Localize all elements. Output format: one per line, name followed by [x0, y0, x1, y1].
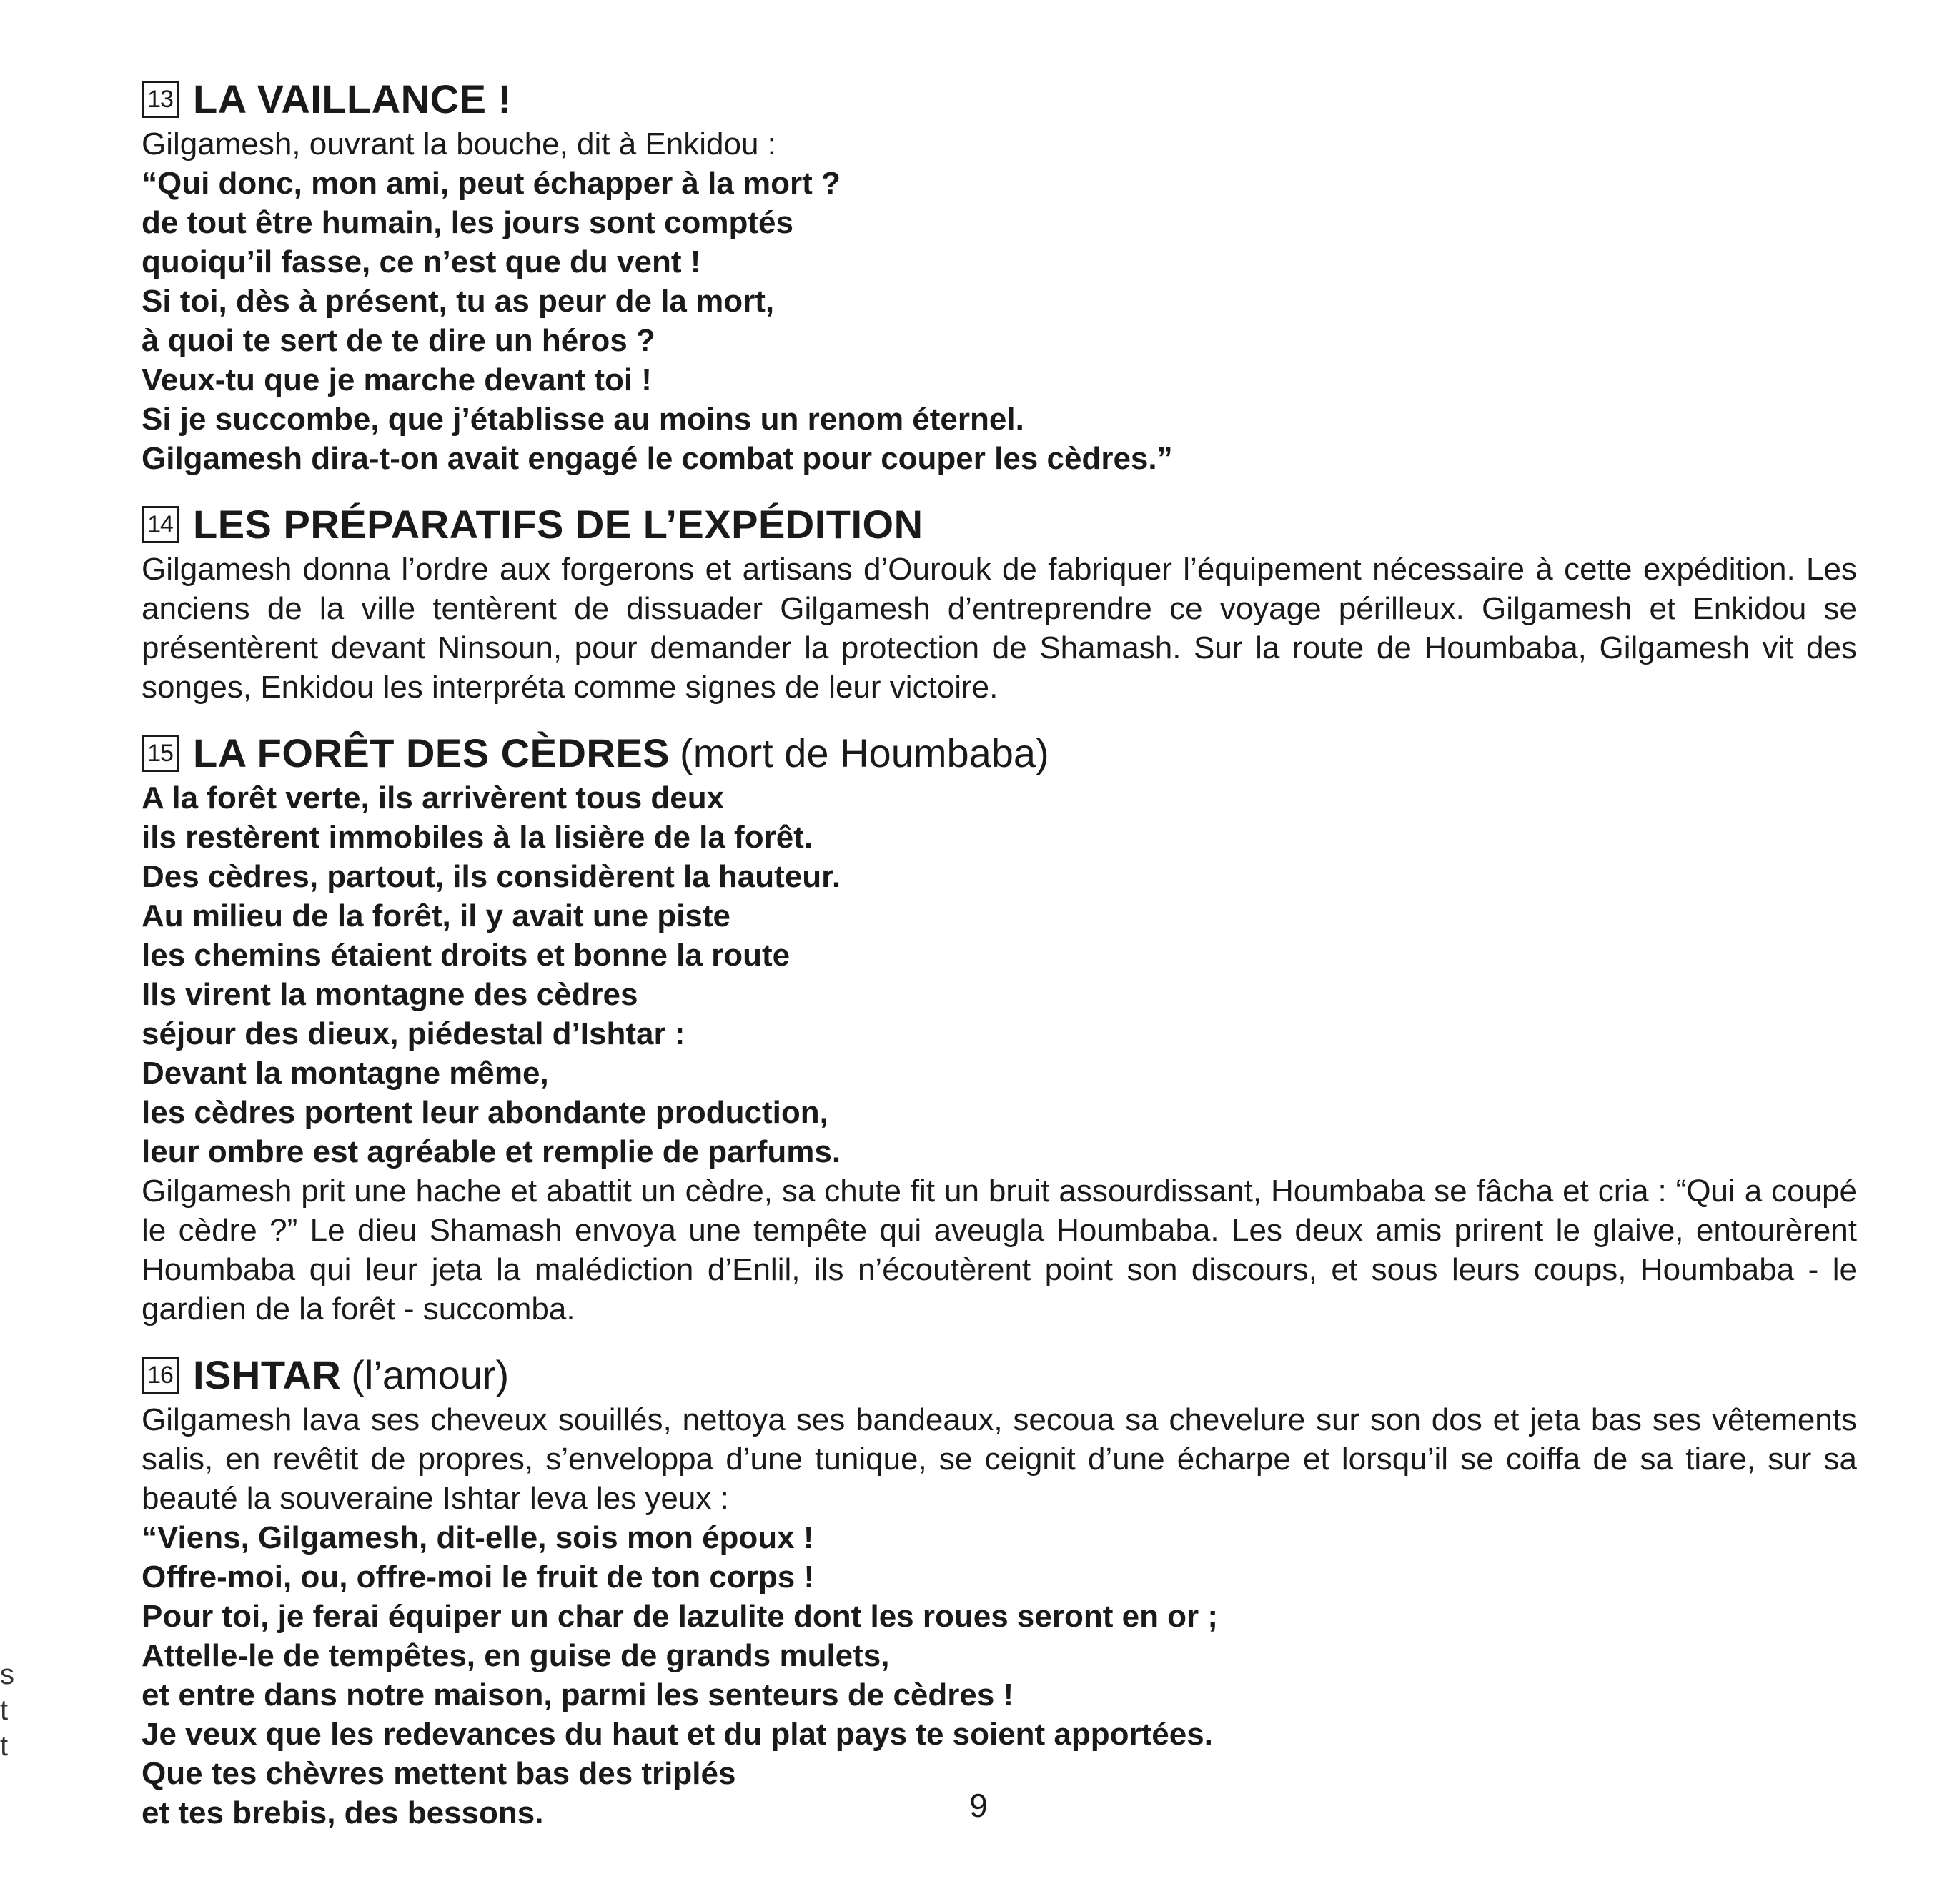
verse-line: ils restèrent immobiles à la lisière de la forêt. — [142, 820, 813, 855]
verse-line: leur ombre est agréable et remplie de parfums. — [142, 1134, 841, 1169]
section-13 — [142, 74, 1857, 478]
verse-line: Que tes chèvres mettent bas des triplés — [142, 1756, 736, 1791]
verse-line: à quoi te sert de te dire un héros ? — [142, 323, 655, 358]
verse-line: Attelle-le de tempêtes, en guise de grands mulets, — [142, 1638, 890, 1673]
section-number-box: 15 — [142, 735, 179, 772]
section-number-box: 13 — [142, 81, 179, 118]
verse-line: séjour des dieux, piédestal d’Ishtar : — [142, 1016, 685, 1051]
verse-line: Si toi, dès à présent, tu as peur de la mort, — [142, 284, 775, 319]
verse-line: et entre dans notre maison, parmi les senteurs de cèdres ! — [142, 1677, 1014, 1712]
page-content — [142, 74, 1857, 1854]
section-title: LES PRÉPARATIFS DE L’EXPÉDITION — [193, 502, 923, 547]
section-number-box: 14 — [142, 506, 179, 543]
section-15 — [142, 728, 1857, 1329]
verse-line: A la forêt verte, ils arrivèrent tous deux — [142, 780, 725, 815]
verse-line: quoiqu’il fasse, ce n’est que du vent ! — [142, 244, 701, 279]
section-heading — [142, 728, 1857, 778]
verse-line: Devant la montagne même, — [142, 1056, 549, 1091]
page-number: 9 — [969, 1787, 988, 1824]
section-heading — [142, 500, 1857, 550]
margin-letter: s — [0, 1659, 14, 1690]
verse-line: Gilgamesh dira-t-on avait engagé le combat pour couper les cèdres.” — [142, 441, 1173, 476]
section-14 — [142, 500, 1857, 707]
verse-line: Pour toi, je ferai équiper un char de lazulite dont les roues seront en or ; — [142, 1599, 1219, 1634]
margin-letter: t — [0, 1695, 9, 1726]
prose-paragraph: Gilgamesh prit une hache et abattit un cèdre, sa chute fit un bruit assourdissant, Houmbaba se fâcha et cria : “Qui a coupé le cèdre ?” Le dieu Shamash envoya une tempête qui aveugla Houmbaba. Les deux amis prirent le glaive, entourèrent Houmbaba qui leur jeta la malédiction d’Enlil, ils n’écoutèrent point son discours, et sous leurs coups, Houmbaba - le gardien de la forêt - succomba. — [142, 1174, 1857, 1327]
verse-line: Veux-tu que je marche devant toi ! — [142, 362, 652, 397]
section-subtitle: (mort de Houmbaba) — [680, 730, 1049, 775]
verse-line: les cèdres portent leur abondante production, — [142, 1095, 828, 1130]
margin-bleed-letters — [0, 1657, 14, 1764]
verse-line: de tout être humain, les jours sont comptés — [142, 205, 793, 240]
verse-line: Des cèdres, partout, ils considèrent la hauteur. — [142, 859, 841, 894]
verse-line: “Viens, Gilgamesh, dit-elle, sois mon époux ! — [142, 1520, 814, 1555]
section-subtitle: (l’amour) — [351, 1352, 510, 1397]
text-line: Gilgamesh, ouvrant la bouche, dit à Enkidou : — [142, 127, 776, 162]
verse-line: Ils virent la montagne des cèdres — [142, 977, 638, 1012]
verse-line: et tes brebis, des bessons. — [142, 1795, 544, 1830]
section-title: ISHTAR — [193, 1352, 342, 1397]
section-heading — [142, 1350, 1857, 1400]
section-heading — [142, 74, 1857, 124]
verse-line: Au milieu de la forêt, il y avait une piste — [142, 898, 730, 933]
verse-line: Si je succombe, que j’établisse au moins un renom éternel. — [142, 402, 1024, 437]
verse-line: “Qui donc, mon ami, peut échapper à la mort ? — [142, 166, 841, 201]
verse-line: Offre-moi, ou, offre-moi le fruit de ton corps ! — [142, 1560, 815, 1595]
section-number-box: 16 — [142, 1357, 179, 1394]
verse-line: les chemins étaient droits et bonne la route — [142, 938, 791, 973]
margin-letter: t — [0, 1730, 9, 1762]
section-16 — [142, 1350, 1857, 1833]
verse-line: Je veux que les redevances du haut et du plat pays te soient apportées. — [142, 1717, 1213, 1752]
section-title: LA VAILLANCE ! — [193, 76, 512, 122]
section-title: LA FORÊT DES CÈDRES — [193, 730, 670, 775]
prose-paragraph: Gilgamesh donna l’ordre aux forgerons et artisans d’Ourouk de fabriquer l’équipement nécessaire à cette expédition. Les anciens de la ville tentèrent de dissuader Gilgamesh d’entreprendre ce voyage périlleux. Gilgamesh et Enkidou se présentèrent devant Ninsoun, pour demander la protection de Shamash. Sur la route de Houmbaba, Gilgamesh vit des songes, Enkidou les interpréta comme signes de leur victoire. — [142, 552, 1857, 705]
prose-paragraph: Gilgamesh lava ses cheveux souillés, nettoya ses bandeaux, secoua sa chevelure sur son dos et jeta bas ses vêtements salis, en revêtit de propres, s’enveloppa d’une tunique, se ceignit d’une écharpe et lorsqu’il se coiffa de sa tiare, sur sa beauté la souveraine Ishtar leva les yeux : — [142, 1402, 1857, 1516]
